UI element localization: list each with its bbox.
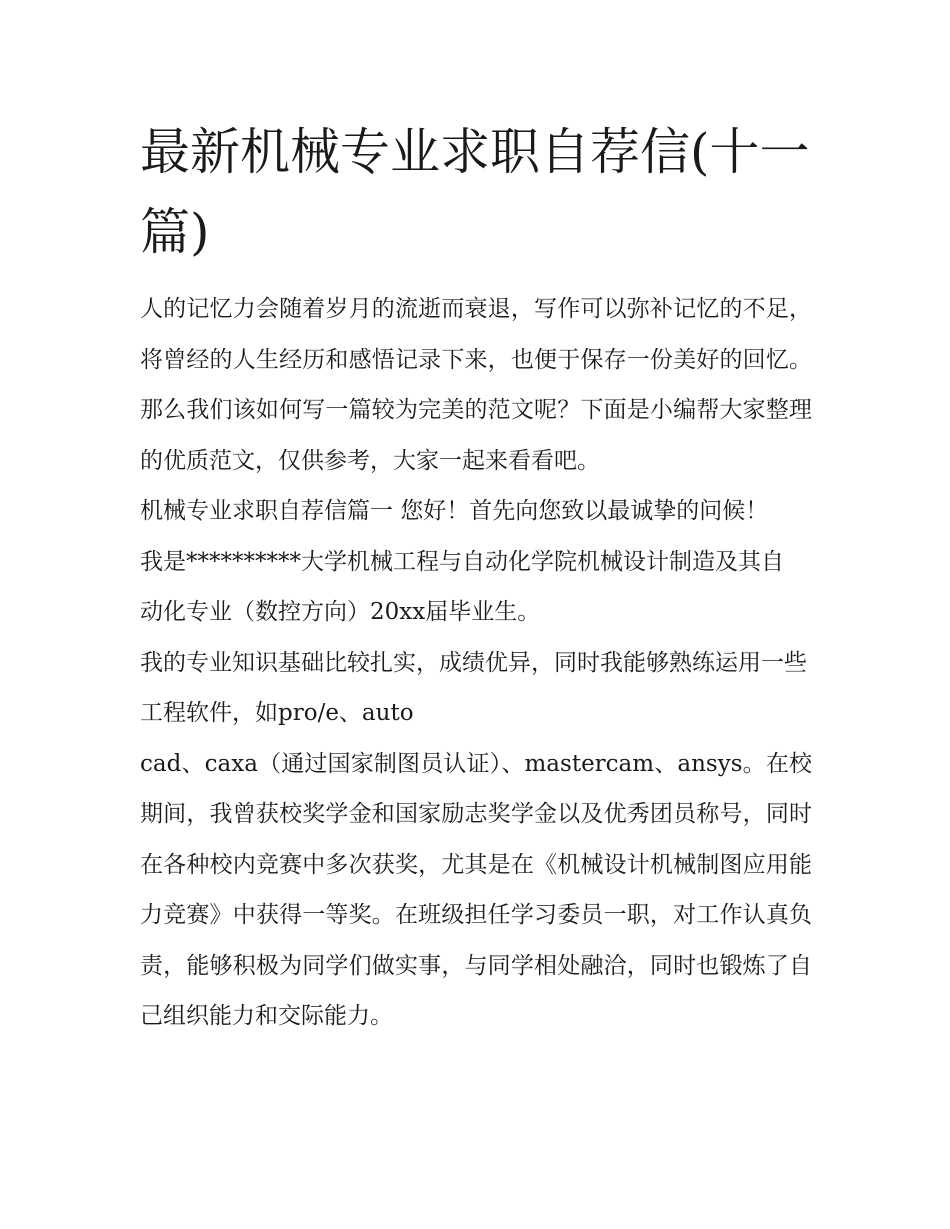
document-title: 最新机械专业求职自荐信(十一篇) <box>140 123 810 261</box>
greeting-paragraph: 机械专业求职自荐信篇一 您好！首先向您致以最诚挚的问候！ <box>140 498 769 524</box>
intro-paragraph: 人的记忆力会随着岁月的流逝而衰退，写作可以弥补记忆的不足，将曾经的人生经历和感悟记录下来，也便于保存一份美好的回忆。那么我们该如何写一篇较为完美的范文呢？下面是小编帮大家整理的优质范文，仅供参考，大家一起来看看吧。 <box>140 296 812 474</box>
skills-paragraph: 我的专业知识基础比较扎实，成绩优异，同时我能够熟练运用一些工程软件，如pro/e、auto <box>140 649 807 726</box>
self-intro-paragraph: 我是**********大学机械工程与自动化学院机械设计制造及其自动化专业（数控方向）20xx届毕业生。 <box>140 548 784 625</box>
campus-experience-paragraph: cad、caxa（通过国家制图员认证）、mastercam、ansys。在校期间，我曾获校奖学金和国家励志奖学金以及优秀团员称号，同时在各种校内竞赛中多次获奖，尤其是在《机械设计机械制图应用能力竞赛》中获得一等奖。在班级担任学习委员一职，对工作认真负责，能够积极为同学们做实事，与同学相处融洽，同时也锻炼了自己组织能力和交际能力。 <box>140 750 812 1029</box>
document-page <box>140 112 812 1042</box>
